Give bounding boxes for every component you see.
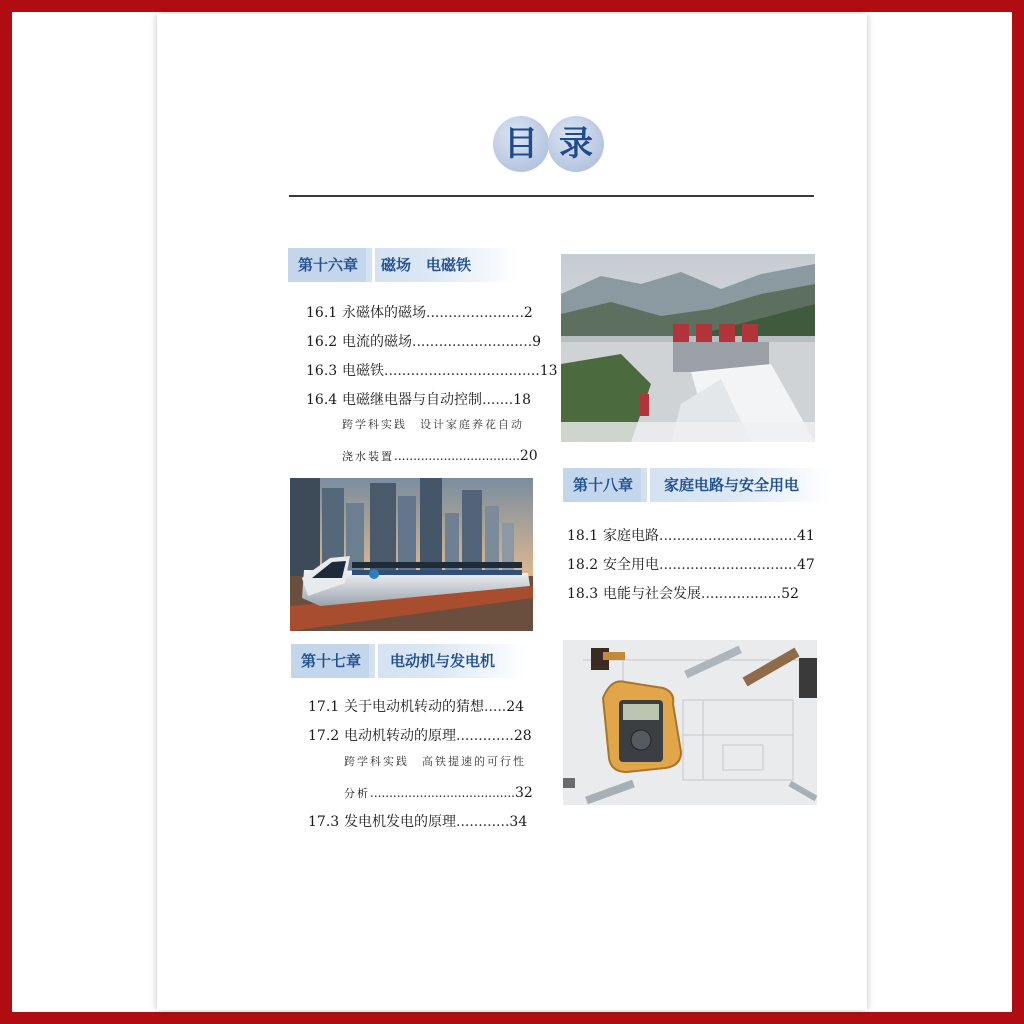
train-image	[290, 478, 533, 631]
section-number: 16.3	[306, 363, 338, 379]
chapter-17-header[interactable]	[291, 644, 526, 678]
tools-image	[563, 640, 817, 805]
page-number: 24	[506, 699, 525, 715]
chapter-18-number: 第十八章	[563, 468, 641, 502]
toc-item-16-4[interactable]	[306, 390, 531, 410]
leader-dots: ......................	[426, 305, 524, 321]
section-number: 16.4	[306, 392, 338, 408]
toc-item-18-3[interactable]	[567, 584, 799, 604]
leader-dots: .............	[456, 728, 514, 744]
page-number: 18	[513, 392, 531, 408]
section-title: 电动机转动的原理	[344, 728, 456, 744]
leader-dots: ...................................	[384, 363, 540, 379]
page-number: 34	[509, 814, 528, 830]
leader-dots: ..................	[701, 586, 782, 602]
chapter-17-title: 电动机与发电机	[390, 652, 496, 670]
practice-17-line2[interactable]	[344, 783, 533, 803]
toc-item-16-1[interactable]	[306, 303, 533, 323]
page-number: 9	[532, 334, 542, 350]
leader-dots: ......................................	[370, 786, 515, 800]
section-title: 电磁继电器与自动控制	[342, 392, 482, 408]
hydropower-dam-photo	[561, 254, 815, 442]
toc-item-17-2[interactable]	[308, 726, 532, 746]
section-title: 电能与社会发展	[603, 586, 701, 602]
section-number: 17.2	[308, 728, 340, 744]
practice-title: 浇水装置	[342, 450, 394, 463]
chapter-16-number: 第十六章	[288, 248, 366, 282]
practice-16-line2[interactable]	[342, 446, 538, 466]
section-title: 安全用电	[603, 557, 659, 573]
section-title: 电磁铁	[342, 363, 384, 379]
section-title: 永磁体的磁场	[342, 305, 426, 321]
toc-item-17-1[interactable]	[308, 697, 524, 717]
page-number: 20	[519, 448, 538, 464]
leader-dots: .................................	[394, 449, 520, 463]
leader-dots: ...........................	[412, 334, 533, 350]
title-divider	[289, 195, 814, 197]
section-title: 电流的磁场	[342, 334, 412, 350]
section-number: 17.3	[308, 814, 340, 830]
page-number: 13	[539, 363, 558, 379]
title-char-2: 录	[548, 116, 604, 172]
toc-item-18-1[interactable]	[567, 526, 815, 546]
practice-17-line1: 跨学科实践 高铁提速的可行性	[344, 755, 526, 768]
section-number: 16.2	[306, 334, 338, 350]
section-number: 17.1	[308, 699, 340, 715]
high-speed-train-photo	[290, 478, 533, 631]
chapter-17-number: 第十七章	[291, 644, 369, 678]
toc-item-16-3[interactable]	[306, 361, 558, 381]
page-number: 47	[796, 557, 815, 573]
page-number: 32	[514, 785, 533, 801]
practice-title: 分析	[344, 787, 370, 800]
leader-dots: ...............................	[659, 557, 797, 573]
leader-dots: ............	[456, 814, 510, 830]
section-title: 家庭电路	[603, 528, 659, 544]
leader-dots: .......	[482, 392, 514, 408]
chapter-separator	[647, 468, 650, 502]
page-number: 41	[796, 528, 815, 544]
section-number: 18.1	[567, 528, 599, 544]
section-title: 发电机发电的原理	[344, 814, 456, 830]
title-char-1: 目	[493, 116, 549, 172]
page-number: 52	[781, 586, 799, 602]
leader-dots: .....	[484, 699, 507, 715]
practice-16-line1: 跨学科实践 设计家庭养花自动	[342, 418, 524, 431]
toc-item-17-3[interactable]	[308, 812, 527, 832]
chapter-separator	[372, 248, 375, 282]
chapter-18-header[interactable]	[563, 468, 831, 502]
section-number: 18.2	[567, 557, 599, 573]
dam-image	[561, 254, 815, 442]
chapter-separator	[375, 644, 378, 678]
chapter-18-title: 家庭电路与安全用电	[664, 476, 800, 494]
multimeter-tools-photo	[563, 640, 817, 805]
section-number: 18.3	[567, 586, 599, 602]
chapter-16-title: 磁场 电磁铁	[381, 256, 472, 274]
section-number: 16.1	[306, 305, 338, 321]
leader-dots: ...............................	[659, 528, 797, 544]
page-number: 2	[523, 305, 533, 321]
toc-item-16-2[interactable]	[306, 332, 541, 352]
chapter-16-header[interactable]	[288, 248, 518, 282]
page-number: 28	[513, 728, 532, 744]
toc-item-18-2[interactable]	[567, 555, 815, 575]
section-title: 关于电动机转动的猜想	[344, 699, 484, 715]
